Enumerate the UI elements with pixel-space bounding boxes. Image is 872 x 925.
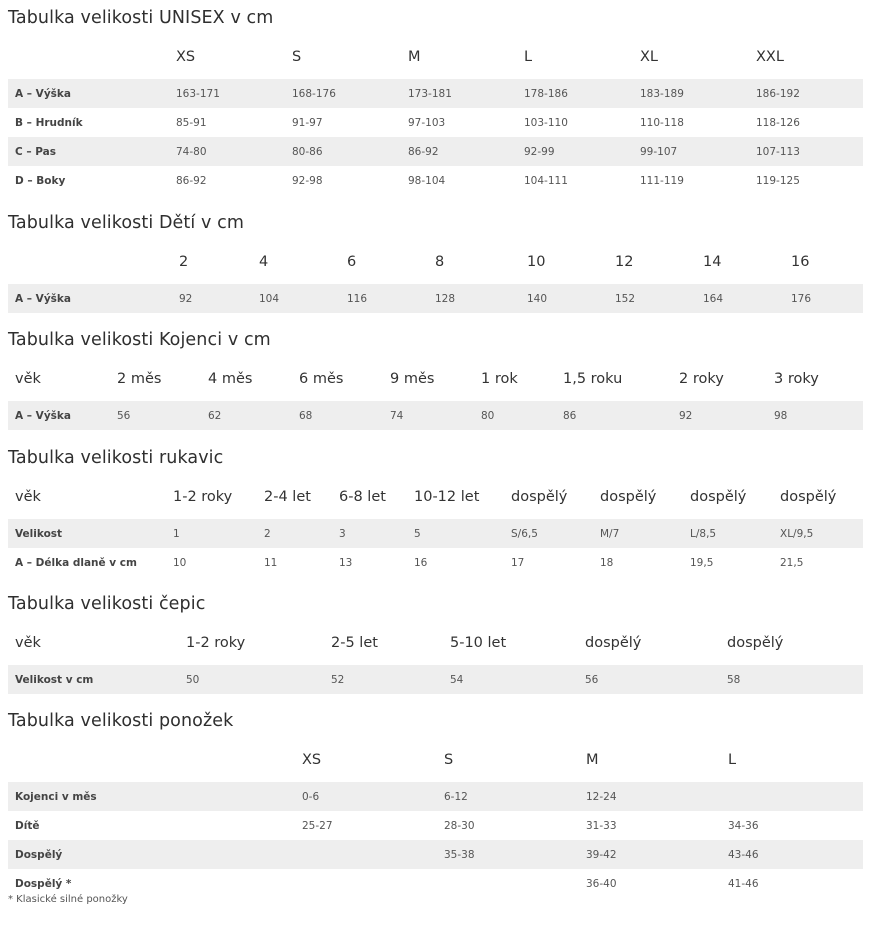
column-header: 2-5 let <box>331 635 378 651</box>
table-cell: 35-38 <box>437 840 579 869</box>
column-header: S <box>444 752 454 768</box>
column-header: M <box>586 752 599 768</box>
table-cell: L/8,5 <box>683 519 773 548</box>
row-label: A – Délka dlaně v cm <box>15 556 137 569</box>
column-header: 5-10 let <box>450 635 507 651</box>
column-header: XL <box>640 49 659 65</box>
table-cell: 104 <box>252 284 340 313</box>
column-header: dospělý <box>727 635 784 651</box>
table-cell: 54 <box>443 665 578 694</box>
column-header: 2 měs <box>117 371 162 387</box>
column-header: XS <box>176 49 196 65</box>
column-header: 10-12 let <box>414 489 480 505</box>
table-row <box>8 811 863 840</box>
table-cell: 12-24 <box>579 782 721 811</box>
table-cell: 118-126 <box>756 116 800 129</box>
table-cell: 168-176 <box>285 79 401 108</box>
column-header: 6 <box>347 254 357 270</box>
table-cell: 176 <box>784 284 863 313</box>
table-cell: 43-46 <box>721 840 863 869</box>
table-cell: 36-40 <box>586 877 617 890</box>
table-cell: 39-42 <box>579 840 721 869</box>
table-cell: 17 <box>511 556 525 569</box>
column-header: XXL <box>756 49 784 65</box>
table-cell: 119-125 <box>756 174 800 187</box>
socks-title: Tabulka velikosti ponožek <box>8 711 234 731</box>
row-label: Dospělý * <box>15 877 72 890</box>
column-header: 8 <box>435 254 445 270</box>
table-cell: 92 <box>672 401 767 430</box>
column-header: 14 <box>703 254 722 270</box>
column-header <box>8 240 172 284</box>
column-header: 9 měs <box>390 371 435 387</box>
row-label: Velikost <box>8 519 166 548</box>
row-label: Velikost v cm <box>8 665 179 694</box>
column-header: 2 <box>179 254 189 270</box>
children-table <box>8 240 863 313</box>
table-cell: 56 <box>578 665 720 694</box>
row-label: B – Hrudník <box>15 116 83 129</box>
column-header: L <box>524 49 533 65</box>
table-cell: 58 <box>720 665 863 694</box>
table-cell: 21,5 <box>780 556 804 569</box>
column-header: 16 <box>791 254 810 270</box>
column-header <box>8 35 169 79</box>
table-cell: 98 <box>767 401 863 430</box>
column-header: L <box>728 752 737 768</box>
socks-table <box>8 738 863 898</box>
header-row <box>8 475 863 519</box>
table-cell: 128 <box>428 284 520 313</box>
column-header: 1,5 roku <box>563 371 623 387</box>
table-cell: 97-103 <box>408 116 446 129</box>
table-cell: 183-189 <box>633 79 749 108</box>
table-cell: 173-181 <box>401 79 517 108</box>
table-cell: 164 <box>696 284 784 313</box>
table-cell: 92 <box>172 284 252 313</box>
table-cell: 116 <box>340 284 428 313</box>
column-header: 4 měs <box>208 371 253 387</box>
column-header: 1 rok <box>481 371 518 387</box>
column-header: M <box>408 49 421 65</box>
table-cell: 41-46 <box>728 877 759 890</box>
column-header: 1-2 roky <box>186 635 246 651</box>
table-row <box>8 284 863 313</box>
column-header: dospělý <box>690 489 747 505</box>
table-cell: 103-110 <box>524 116 568 129</box>
column-header: věk <box>15 371 41 387</box>
row-label: D – Boky <box>15 174 66 187</box>
unisex-title: Tabulka velikosti UNISEX v cm <box>8 8 274 28</box>
table-cell: 104-111 <box>524 174 568 187</box>
column-header: XS <box>302 752 322 768</box>
table-row <box>8 869 863 898</box>
column-header <box>8 738 295 782</box>
header-row <box>8 621 863 665</box>
table-cell: 18 <box>600 556 614 569</box>
infants-title: Tabulka velikosti Kojenci v cm <box>8 330 271 350</box>
column-header: 2-4 let <box>264 489 311 505</box>
table-row <box>8 166 863 195</box>
table-cell: 11 <box>264 556 278 569</box>
table-cell: 16 <box>414 556 428 569</box>
children-title: Tabulka velikosti Dětí v cm <box>8 213 244 233</box>
column-header: 6 měs <box>299 371 344 387</box>
table-cell <box>295 840 437 869</box>
header-row <box>8 240 863 284</box>
table-cell: 6-12 <box>437 782 579 811</box>
table-cell: 74-80 <box>169 137 285 166</box>
table-cell: 13 <box>339 556 353 569</box>
table-cell: 5 <box>407 519 504 548</box>
socks-footnote: * Klasické silné ponožky <box>8 894 128 905</box>
table-cell: 19,5 <box>690 556 714 569</box>
column-header: 10 <box>527 254 546 270</box>
column-header: S <box>292 49 302 65</box>
table-cell: 186-192 <box>749 79 863 108</box>
table-row <box>8 401 863 430</box>
table-cell: 10 <box>173 556 187 569</box>
caps-title: Tabulka velikosti čepic <box>8 594 206 614</box>
table-cell: M/7 <box>593 519 683 548</box>
row-label: Dospělý <box>8 840 295 869</box>
infants-table <box>8 357 863 430</box>
table-row <box>8 665 863 694</box>
table-cell: 31-33 <box>586 819 617 832</box>
row-label: A – Výška <box>8 401 110 430</box>
table-cell: 25-27 <box>302 819 333 832</box>
table-cell: 80 <box>474 401 556 430</box>
table-row <box>8 137 863 166</box>
column-header: 3 roky <box>774 371 819 387</box>
table-row <box>8 782 863 811</box>
table-cell: 92-98 <box>292 174 323 187</box>
table-cell: 3 <box>332 519 407 548</box>
column-header: 12 <box>615 254 634 270</box>
table-cell: 0-6 <box>295 782 437 811</box>
table-cell: 86 <box>556 401 672 430</box>
row-label: A – Výška <box>8 284 172 313</box>
table-cell: 163-171 <box>169 79 285 108</box>
header-row <box>8 35 863 79</box>
table-cell: 98-104 <box>408 174 446 187</box>
row-label: Kojenci v měs <box>8 782 295 811</box>
table-row <box>8 548 863 577</box>
table-cell: 34-36 <box>728 819 759 832</box>
table-cell <box>437 869 579 898</box>
caps-table <box>8 621 863 694</box>
column-header: 1-2 roky <box>173 489 233 505</box>
table-cell: XL/9,5 <box>773 519 863 548</box>
table-cell: 52 <box>324 665 443 694</box>
table-cell: 111-119 <box>640 174 684 187</box>
table-cell: 85-91 <box>176 116 207 129</box>
gloves-table <box>8 475 863 577</box>
table-cell: 91-97 <box>292 116 323 129</box>
unisex-table <box>8 35 863 195</box>
row-label: Dítě <box>15 819 40 832</box>
table-row <box>8 840 863 869</box>
table-row <box>8 108 863 137</box>
table-cell: 107-113 <box>749 137 863 166</box>
column-header: věk <box>15 635 41 651</box>
column-header: dospělý <box>600 489 657 505</box>
column-header: věk <box>15 489 41 505</box>
table-cell: 28-30 <box>444 819 475 832</box>
table-cell: 62 <box>201 401 292 430</box>
table-cell: 68 <box>292 401 383 430</box>
table-cell <box>295 869 437 898</box>
column-header: 4 <box>259 254 269 270</box>
row-label: C – Pas <box>8 137 169 166</box>
column-header: 2 roky <box>679 371 724 387</box>
table-cell: 86-92 <box>401 137 517 166</box>
table-cell <box>721 782 863 811</box>
table-cell: 140 <box>520 284 608 313</box>
table-cell: 86-92 <box>176 174 207 187</box>
column-header: 6-8 let <box>339 489 386 505</box>
table-row <box>8 519 863 548</box>
column-header: dospělý <box>585 635 642 651</box>
table-cell: S/6,5 <box>504 519 593 548</box>
table-cell: 50 <box>179 665 324 694</box>
column-header: dospělý <box>780 489 837 505</box>
header-row <box>8 738 863 782</box>
gloves-title: Tabulka velikosti rukavic <box>8 448 224 468</box>
table-cell: 99-107 <box>633 137 749 166</box>
column-header: dospělý <box>511 489 568 505</box>
table-cell: 56 <box>110 401 201 430</box>
table-cell: 80-86 <box>285 137 401 166</box>
header-row <box>8 357 863 401</box>
table-cell: 92-99 <box>517 137 633 166</box>
table-row <box>8 79 863 108</box>
table-cell: 152 <box>608 284 696 313</box>
table-cell: 178-186 <box>517 79 633 108</box>
table-cell: 2 <box>257 519 332 548</box>
table-cell: 74 <box>383 401 474 430</box>
table-cell: 1 <box>166 519 257 548</box>
table-cell: 110-118 <box>640 116 684 129</box>
row-label: A – Výška <box>8 79 169 108</box>
